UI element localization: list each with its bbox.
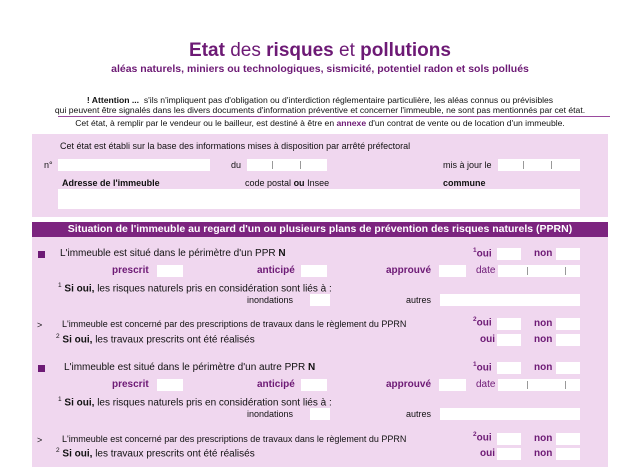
- postal-code-label: code postal ou Insee: [245, 178, 330, 188]
- date-separator: [272, 161, 273, 169]
- approval-date-field[interactable]: [498, 379, 580, 391]
- travaux-question: L'immeuble est concerné par des prescriptions de travaux dans le règlement du PPRN: [62, 434, 407, 444]
- travaux-done-question: $^2$ Si oui, les travaux prescrits ont été réalisés: [56, 333, 255, 346]
- done-no-label: non: [534, 334, 553, 345]
- done-no-label: non: [534, 448, 553, 459]
- travaux-no-checkbox[interactable]: [556, 318, 580, 330]
- address-field[interactable]: [58, 189, 580, 209]
- pprn-section-title: Situation de l'immeuble au regard d'un ou plusieurs plans de prévention des risques naturels (PPRN): [32, 222, 608, 237]
- anticipe-label: anticipé: [257, 265, 295, 276]
- done-yes-label: oui: [480, 334, 495, 345]
- risks-question: $^1$ Si oui, les risques naturels pris en considération sont liés à :: [58, 282, 332, 295]
- arrete-date-field[interactable]: [247, 159, 327, 171]
- date-separator: [527, 267, 528, 275]
- done-yes-checkbox[interactable]: [497, 334, 521, 346]
- prefectoral-intro: Cet état est établi sur la base des informations mises à disposition par arrêté préfectoral: [60, 141, 411, 151]
- inondations-label: inondations: [247, 295, 294, 305]
- travaux-no-label: non: [534, 318, 553, 329]
- address-label: Adresse de l'immeuble: [62, 178, 160, 188]
- approval-date-field[interactable]: [498, 265, 580, 277]
- autres-field[interactable]: [440, 294, 580, 306]
- ppr-yes-label: $^1$oui: [473, 361, 492, 374]
- update-date-label: mis à jour le: [443, 160, 492, 170]
- arrete-number-field[interactable]: [58, 159, 210, 171]
- travaux-yes-label: $^2$oui: [473, 316, 492, 329]
- prescrit-checkbox[interactable]: [157, 265, 183, 277]
- usage-note: Cet état, à remplir par le vendeur ou le bailleur, est destiné à être en annexe d'un contrat de vente ou de location d'un immeuble.: [75, 118, 565, 128]
- divider: [58, 116, 610, 117]
- done-no-checkbox[interactable]: [556, 334, 580, 346]
- ppr-no-checkbox[interactable]: [556, 248, 580, 260]
- ppr-yes-checkbox[interactable]: [497, 362, 521, 374]
- date-separator: [565, 381, 566, 389]
- prescrit-label: prescrit: [112, 265, 149, 276]
- anticipe-label: anticipé: [257, 379, 295, 390]
- travaux-yes-checkbox[interactable]: [497, 318, 521, 330]
- date-separator: [523, 161, 524, 169]
- approval-date-label: date: [476, 265, 496, 276]
- travaux-no-checkbox[interactable]: [556, 433, 580, 445]
- approuve-label: approuvé: [386, 265, 432, 276]
- travaux-question: L'immeuble est concerné par des prescriptions de travaux dans le règlement du PPRN: [62, 319, 407, 329]
- autres-label: autres: [406, 295, 432, 305]
- attention-line-1: ! Attention ... s'ils n'impliquent pas d'obligation ou d'interdiction réglementaire particulière, les aléas connus ou prévisibles: [86, 95, 554, 105]
- travaux-done-question: $^2$ Si oui, les travaux prescrits ont été réalisés: [56, 447, 255, 460]
- done-no-checkbox[interactable]: [556, 448, 580, 460]
- ppr-no-label: non: [534, 362, 553, 373]
- autres-label: autres: [406, 409, 432, 419]
- ppr-perimeter-question: L'immeuble est situé dans le périmètre d'un PPR N: [60, 248, 286, 259]
- travaux-marker: >: [37, 435, 43, 445]
- ppr-yes-label: $^1$oui: [473, 247, 492, 260]
- travaux-yes-checkbox[interactable]: [497, 433, 521, 445]
- approuve-checkbox[interactable]: [439, 265, 466, 277]
- date-separator: [551, 161, 552, 169]
- prescrit-checkbox[interactable]: [157, 379, 183, 391]
- page-subtitle: aléas naturels, miniers ou technologiques, sismicité, potentiel radon et sols pollués: [111, 63, 529, 75]
- inondations-checkbox[interactable]: [310, 408, 330, 420]
- date-separator: [565, 267, 566, 275]
- bullet-square: [38, 251, 45, 258]
- bullet-square: [38, 365, 45, 372]
- risks-question: $^1$ Si oui, les risques naturels pris en considération sont liés à :: [58, 396, 332, 409]
- ppr-perimeter-question: L'immeuble est situé dans le périmètre d'un autre PPR N: [64, 362, 316, 373]
- approval-date-label: date: [476, 379, 496, 390]
- anticipe-checkbox[interactable]: [301, 379, 327, 391]
- approuve-checkbox[interactable]: [439, 379, 466, 391]
- date-separator: [527, 381, 528, 389]
- page-title: Etat des risques et pollutions: [189, 40, 451, 61]
- travaux-no-label: non: [534, 433, 553, 444]
- arrete-number-label: n°: [44, 160, 53, 170]
- date-separator: [300, 161, 301, 169]
- travaux-marker: >: [37, 320, 43, 330]
- done-yes-label: oui: [480, 448, 495, 459]
- travaux-yes-label: $^2$oui: [473, 431, 492, 444]
- arrete-date-label: du: [231, 160, 242, 170]
- inondations-label: inondations: [247, 409, 294, 419]
- approuve-label: approuvé: [386, 379, 432, 390]
- ppr-yes-checkbox[interactable]: [497, 248, 521, 260]
- commune-label: commune: [443, 178, 486, 188]
- update-date-field[interactable]: [498, 159, 580, 171]
- done-yes-checkbox[interactable]: [497, 448, 521, 460]
- inondations-checkbox[interactable]: [310, 294, 330, 306]
- prescrit-label: prescrit: [112, 379, 149, 390]
- autres-field[interactable]: [440, 408, 580, 420]
- anticipe-checkbox[interactable]: [301, 265, 327, 277]
- attention-line-2: qui peuvent être signalés dans les divers documents d'information préventive et concerner l'immeuble, ne sont pas mentionnés par cet état.: [54, 105, 586, 115]
- ppr-no-label: non: [534, 248, 553, 259]
- attention-label: ! Attention ...: [86, 95, 140, 105]
- ppr-no-checkbox[interactable]: [556, 362, 580, 374]
